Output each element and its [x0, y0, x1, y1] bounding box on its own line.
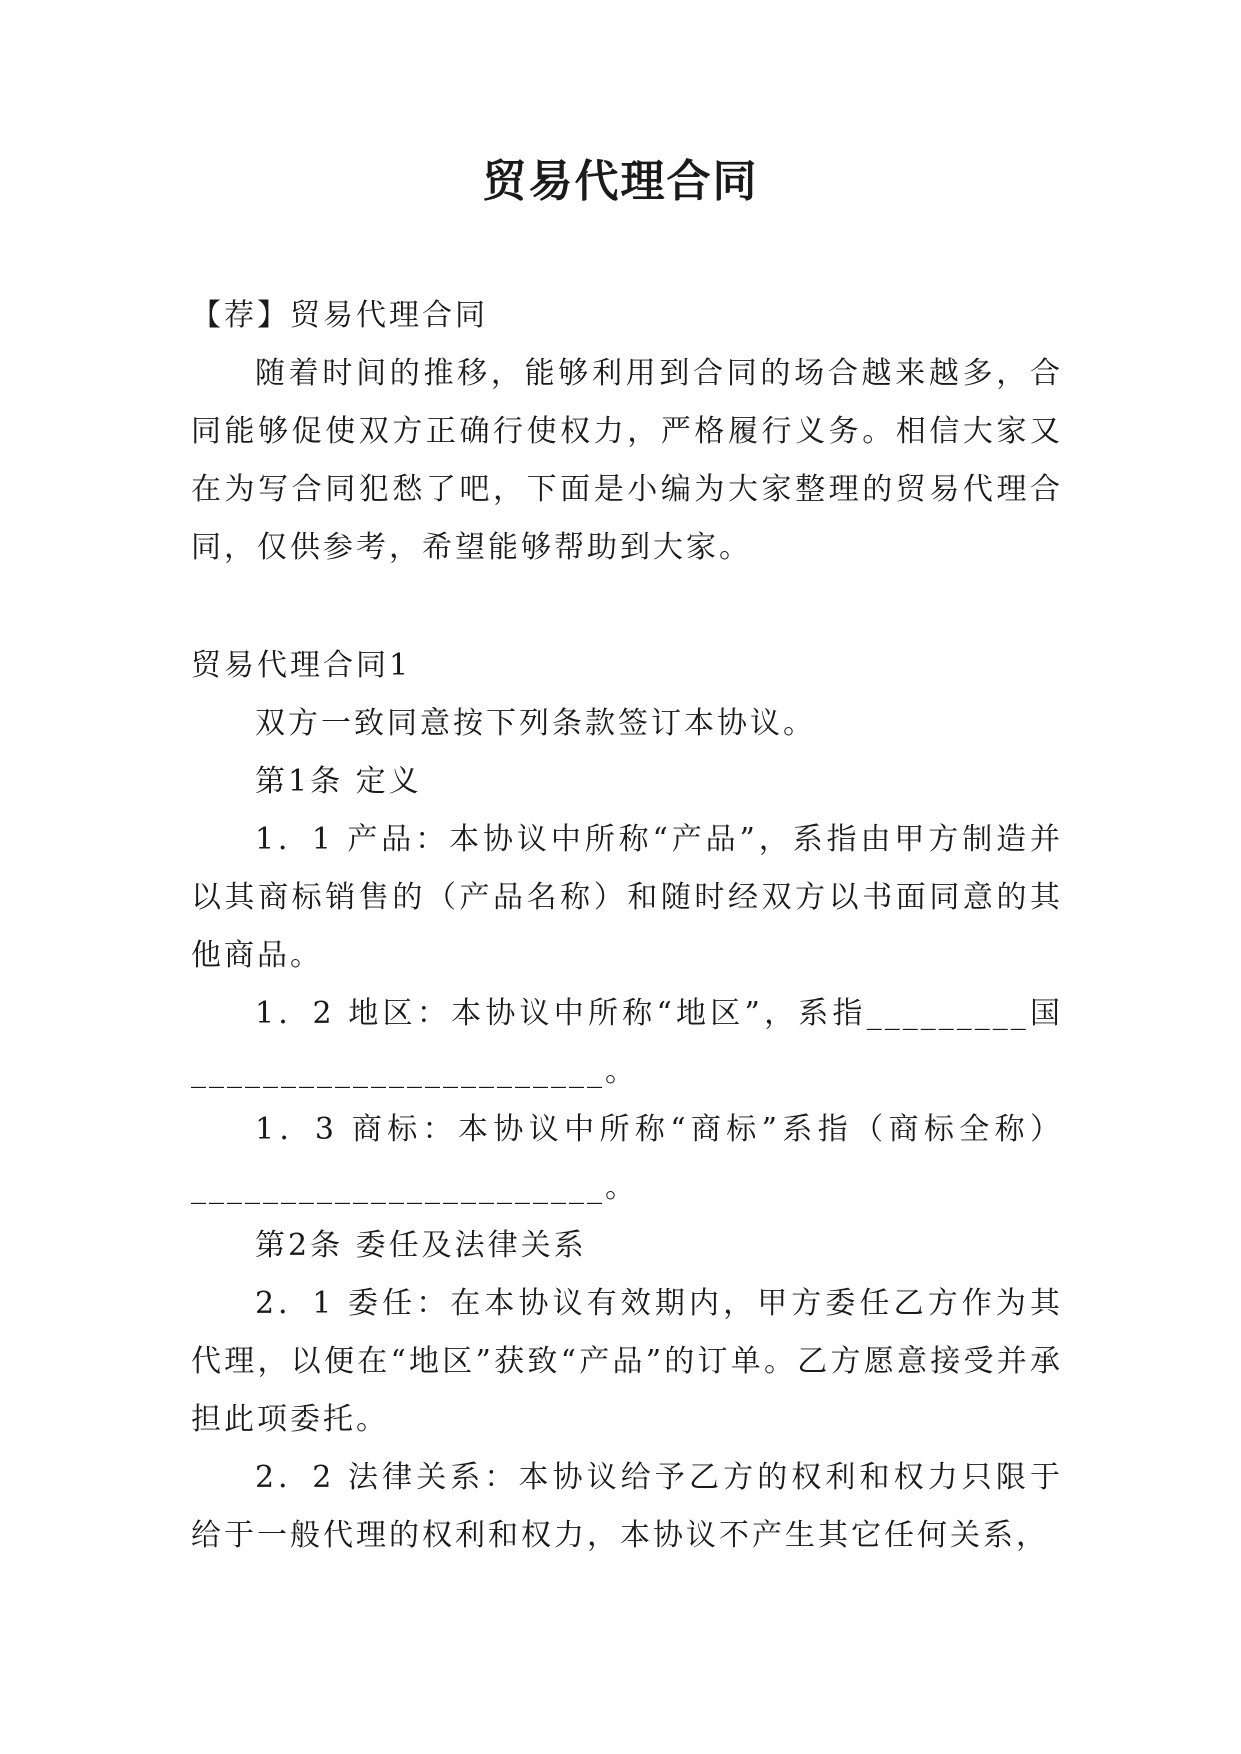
contract-heading: 贸易代理合同1	[191, 648, 412, 683]
clause-1-3: 1．3 商标：本协议中所称“商标”系指（商标全称）_______________________。	[191, 1112, 1063, 1205]
clause-1-1: 1．1 产品：本协议中所称“产品”，系指由甲方制造并以其商标销售的（产品名称）和随时经双方以书面同意的其他商品。	[191, 822, 1063, 973]
document-body	[191, 287, 1063, 1565]
section-spacer	[191, 577, 1063, 637]
clause-1-2: 1．2 地区：本协议中所称“地区”，系指_________国_______________________。	[191, 996, 1063, 1089]
document-title: 贸易代理合同	[482, 156, 759, 207]
recommend-heading: 【荐】贸易代理合同	[191, 298, 488, 333]
clause-2-2: 2．2 法律关系：本协议给予乙方的权利和权力只限于给于一般代理的权利和权力，本协议不产生其它任何关系，	[191, 1460, 1063, 1553]
article-1-heading: 第1条 定义	[255, 764, 422, 799]
intro-paragraph: 随着时间的推移，能够利用到合同的场合越来越多，合同能够促使双方正确行使权力，严格履行义务。相信大家又在为写合同犯愁了吧，下面是小编为大家整理的贸易代理合同，仅供参考，希望能够帮助到大家。	[191, 356, 1063, 565]
article-2-heading: 第2条 委任及法律关系	[255, 1228, 587, 1263]
clause-2-1: 2．1 委任：在本协议有效期内，甲方委任乙方作为其代理，以便在“地区”获致“产品”的订单。乙方愿意接受并承担此项委托。	[191, 1286, 1063, 1437]
agreement-statement: 双方一致同意按下列条款签订本协议。	[255, 706, 816, 741]
